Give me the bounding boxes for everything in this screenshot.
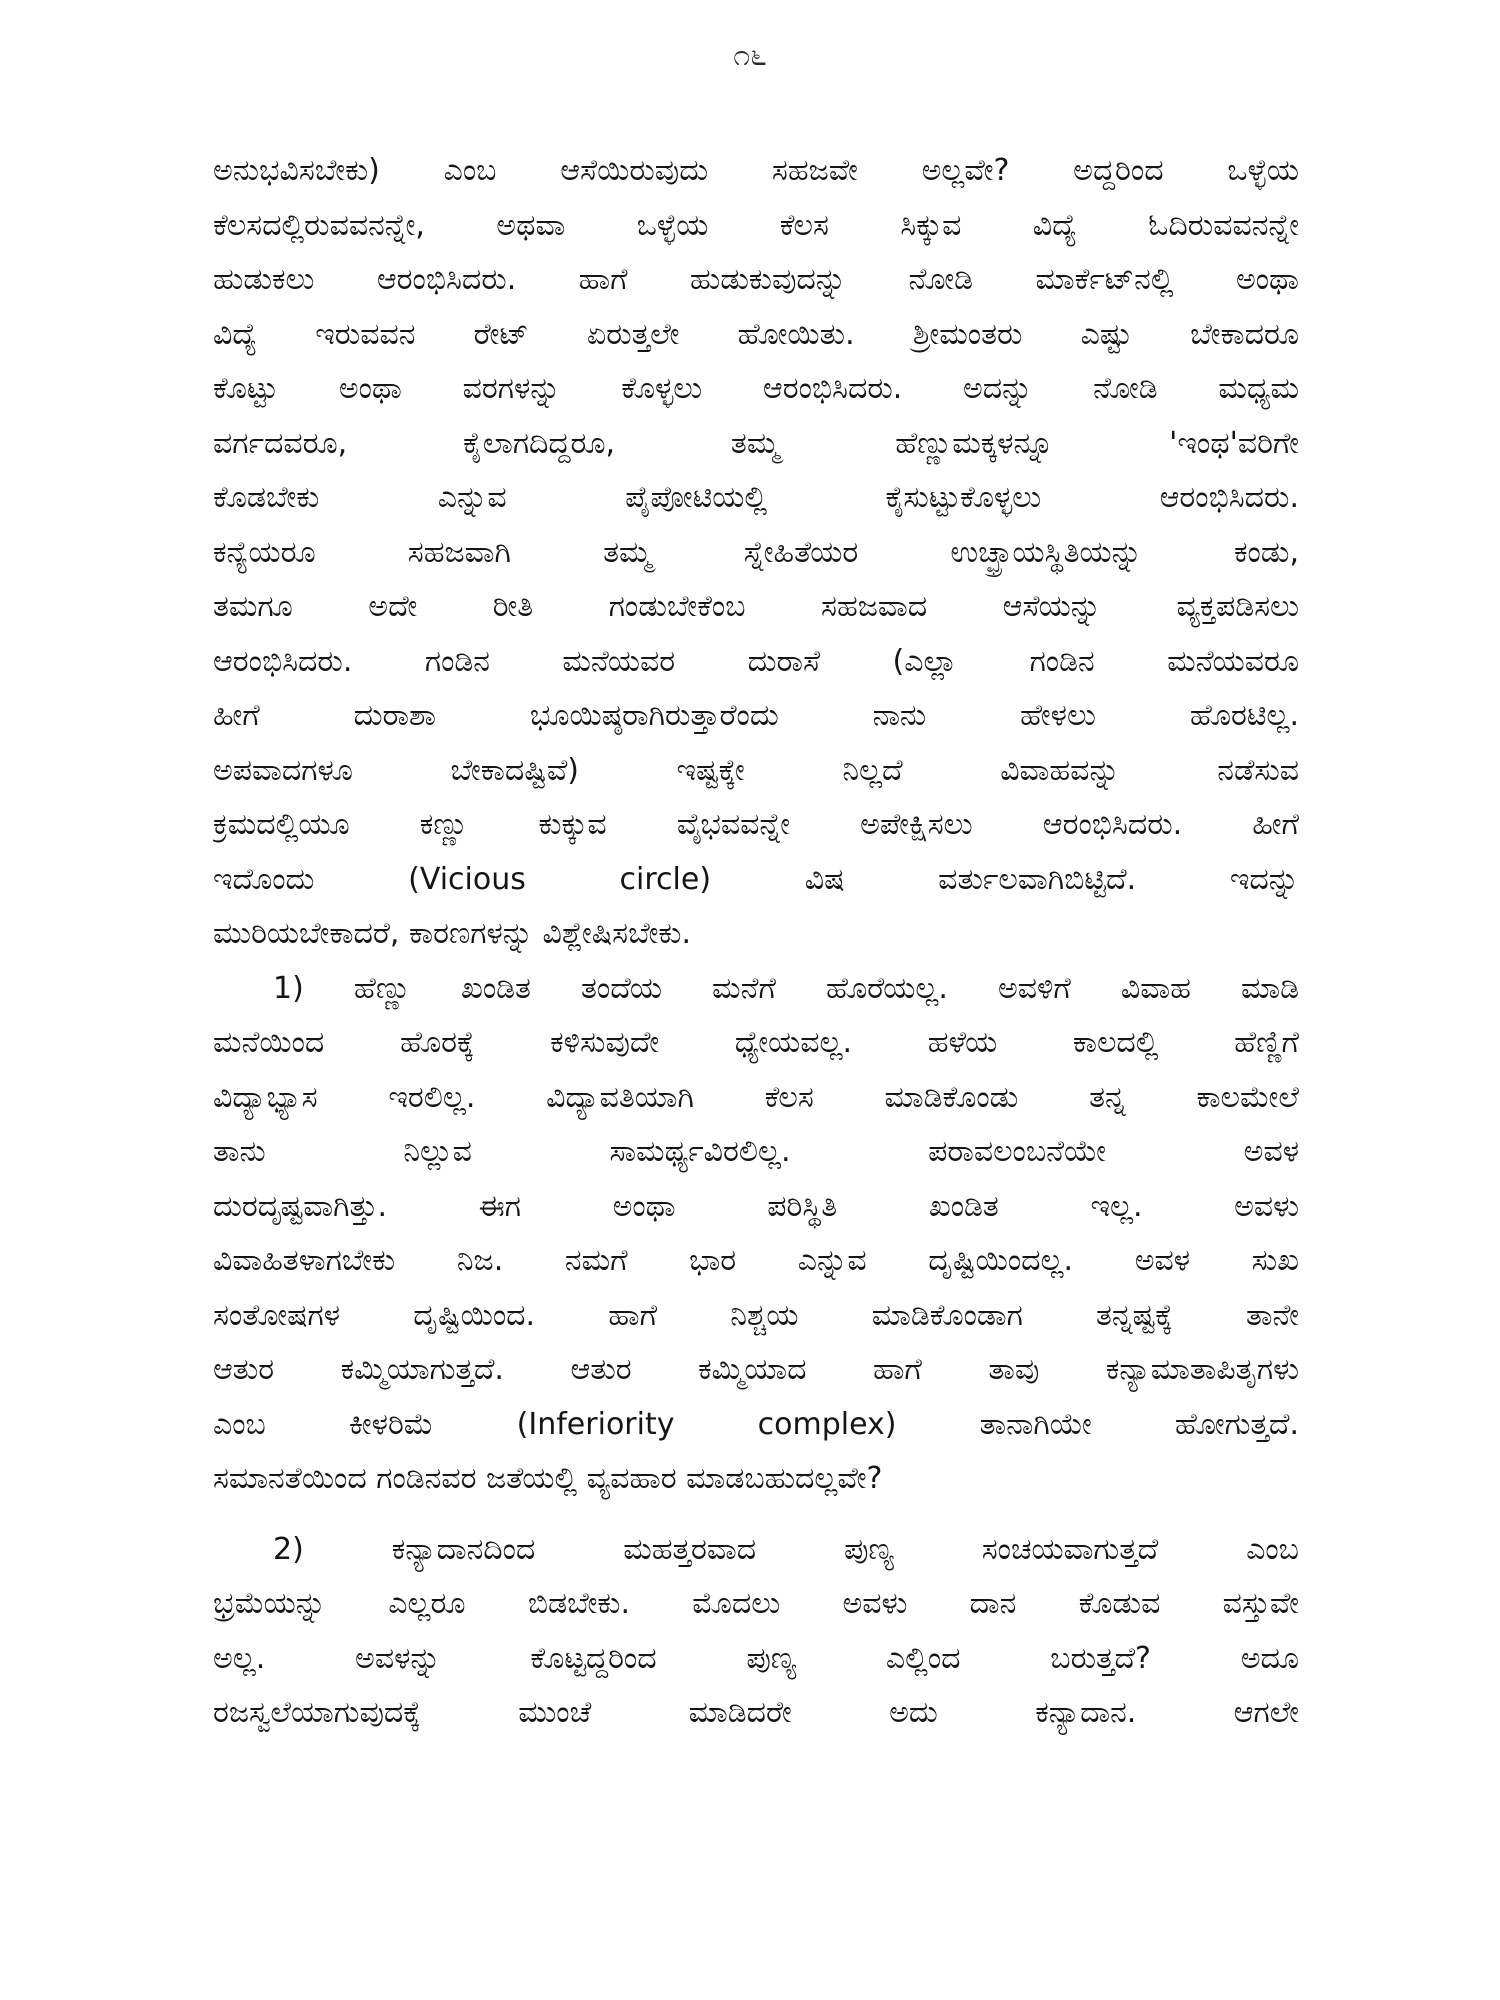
text-line: ಮನೆಯಿಂದ ಹೊರಕ್ಕೆ ಕಳಿಸುವುದೇ ಧ್ಯೇಯವಲ್ಲ. ಹಳೆಯ ಕಾಲದಲ್ಲಿ ಹೆಣ್ಣಿಗೆ	[213, 1025, 1299, 1060]
text-line: ಎಂಬ ಕೀಳರಿಮೆ (Inferiority complex) ತಾನಾಗಿಯೇ ಹೋಗುತ್ತದೆ.	[213, 1406, 1299, 1442]
text-line: ಸಮಾನತೆಯಿಂದ ಗಂಡಿನವರ ಜತೆಯಲ್ಲಿ ವ್ಯವಹಾರ ಮಾಡಬಹುದಲ್ಲವೇ?	[213, 1461, 883, 1496]
text-line: ಆರಂಭಿಸಿದರು. ಗಂಡಿನ ಮನೆಯವರ ದುರಾಸೆ (ಎಲ್ಲಾ ಗಂಡಿನ ಮನೆಯವರೂ	[213, 643, 1299, 679]
text-line: ರಜಸ್ವಲೆಯಾಗುವುದಕ್ಕೆ ಮುಂಚೆ ಮಾಡಿದರೇ ಅದು ಕನ್ಯಾದಾನ. ಆಗಲೇ	[213, 1695, 1299, 1730]
text-line: 1) ಹೆಣ್ಣು ಖಂಡಿತ ತಂದೆಯ ಮನೆಗೆ ಹೊರೆಯಲ್ಲ. ಅವಳಿಗೆ ವಿವಾಹ ಮಾಡಿ	[273, 970, 1299, 1006]
text-line: ದುರದೃಷ್ಟವಾಗಿತ್ತು. ಈಗ ಅಂಥಾ ಪರಿಸ್ಥಿತಿ ಖಂಡಿತ ಇಲ್ಲ. ಅವಳು	[213, 1188, 1299, 1224]
paragraph	[213, 1523, 1299, 1741]
text-line: ಕೆಲಸದಲ್ಲಿರುವವನನ್ನೇ, ಅಥವಾ ಒಳ್ಳೆಯ ಕೆಲಸ ಸಿಕ್ಕುವ ವಿದ್ಯೆ ಓದಿರುವವನನ್ನೇ	[213, 207, 1299, 243]
body-text	[213, 144, 1299, 1741]
paragraph	[213, 144, 1299, 962]
text-line: ಕ್ರಮದಲ್ಲಿಯೂ ಕಣ್ಣು ಕುಕ್ಕುವ ವೈಭವವನ್ನೇ ಅಪೇಕ್ಷಿಸಲು ಆರಂಭಿಸಿದರು. ಹೀಗೆ	[213, 807, 1299, 842]
text-line: ಹುಡುಕಲು ಆರಂಭಿಸಿದರು. ಹಾಗೆ ಹುಡುಕುವುದನ್ನು ನೋಡಿ ಮಾರ್ಕೆಟ್‌ನಲ್ಲಿ ಅಂಥಾ	[213, 262, 1299, 297]
text-line: ಇದೊಂದು (Vicious circle) ವಿಷ ವರ್ತುಲವಾಗಿಬಿಟ್ಟಿದೆ. ಇದನ್ನು	[213, 861, 1299, 897]
text-line: ಕೊಡಬೇಕು ಎನ್ನುವ ಪೈಪೋಟಿಯಲ್ಲಿ ಕೈಸುಟ್ಟುಕೊಳ್ಳಲು ಆರಂಭಿಸಿದರು.	[213, 480, 1299, 515]
page-number: ೧೬	[733, 38, 767, 73]
text-line: 2) ಕನ್ಯಾದಾನದಿಂದ ಮಹತ್ತರವಾದ ಪುಣ್ಯ ಸಂಚಯವಾಗುತ್ತದೆ ಎಂಬ	[273, 1531, 1299, 1567]
text-line: ತಮಗೂ ಅದೇ ರೀತಿ ಗಂಡುಬೇಕೆಂಬ ಸಹಜವಾದ ಆಸೆಯನ್ನು ವ್ಯಕ್ತಪಡಿಸಲು	[213, 589, 1299, 624]
text-line: ವಿದ್ಯೆ ಇರುವವನ ರೇಟ್ ಏರುತ್ತಲೇ ಹೋಯಿತು. ಶ್ರೀಮಂತರು ಎಷ್ಟು ಬೇಕಾದರೂ	[213, 316, 1299, 352]
text-line: ಅಲ್ಲ. ಅವಳನ್ನು ಕೊಟ್ಟದ್ದರಿಂದ ಪುಣ್ಯ ಎಲ್ಲಿಂದ ಬರುತ್ತದೆ? ಅದೂ	[213, 1640, 1299, 1676]
text-line: ಮುರಿಯಬೇಕಾದರೆ, ಕಾರಣಗಳನ್ನು ವಿಶ್ಲೇಷಿಸಬೇಕು.	[213, 916, 691, 951]
paragraph	[213, 962, 1299, 1507]
text-line: ವಿದ್ಯಾಭ್ಯಾಸ ಇರಲಿಲ್ಲ. ವಿದ್ಯಾವತಿಯಾಗಿ ಕೆಲಸ ಮಾಡಿಕೊಂಡು ತನ್ನ ಕಾಲಮೇಲೆ	[213, 1079, 1299, 1115]
text-line: ವರ್ಗದವರೂ, ಕೈಲಾಗದಿದ್ದರೂ, ತಮ್ಮ ಹೆಣ್ಣುಮಕ್ಕಳನ್ನೂ 'ಇಂಥ'ವರಿಗೇ	[213, 425, 1299, 461]
text-line: ಅನುಭವಿಸಬೇಕು) ಎಂಬ ಆಸೆಯಿರುವುದು ಸಹಜವೇ ಅಲ್ಲವೇ? ಅದ್ದರಿಂದ ಒಳ್ಳೆಯ	[213, 153, 1299, 188]
text-line: ಕೊಟ್ಟು ಅಂಥಾ ವರಗಳನ್ನು ಕೊಳ್ಳಲು ಆರಂಭಿಸಿದರು. ಅದನ್ನು ನೋಡಿ ಮಧ್ಯಮ	[213, 371, 1299, 406]
text-line: ಆತುರ ಕಮ್ಮಿಯಾಗುತ್ತದೆ. ಆತುರ ಕಮ್ಮಿಯಾದ ಹಾಗೆ ತಾವು ಕನ್ಯಾಮಾತಾಪಿತೃಗಳು	[213, 1352, 1299, 1387]
text-line: ಸಂತೋಷಗಳ ದೃಷ್ಟಿಯಿಂದ. ಹಾಗೆ ನಿಶ್ಚಯ ಮಾಡಿಕೊಂಡಾಗ ತನ್ನಷ್ಟಕ್ಕೆ ತಾನೇ	[213, 1297, 1299, 1333]
paragraph-spacer	[213, 1507, 1299, 1523]
text-line: ಕನ್ಯೆಯರೂ ಸಹಜವಾಗಿ ತಮ್ಮ ಸ್ನೇಹಿತೆಯರ ಉಚ್ಛ್ರಾಯಸ್ಥಿತಿಯನ್ನು ಕಂಡು,	[213, 534, 1299, 570]
text-line: ಭ್ರಮೆಯನ್ನು ಎಲ್ಲರೂ ಬಿಡಬೇಕು. ಮೊದಲು ಅವಳು ದಾನ ಕೊಡುವ ವಸ್ತುವೇ	[213, 1586, 1299, 1621]
text-line: ವಿವಾಹಿತಳಾಗಬೇಕು ನಿಜ. ನಮಗೆ ಭಾರ ಎನ್ನುವ ದೃಷ್ಟಿಯಿಂದಲ್ಲ. ಅವಳ ಸುಖ	[213, 1243, 1299, 1278]
text-line: ಹೀಗೆ ದುರಾಶಾ ಭೂಯಿಷ್ಠರಾಗಿರುತ್ತಾರೆಂದು ನಾನು ಹೇಳಲು ಹೊರಟಿಲ್ಲ.	[213, 698, 1299, 733]
text-line: ಅಪವಾದಗಳೂ ಬೇಕಾದಷ್ಟಿವೆ) ಇಷ್ಟಕ್ಕೇ ನಿಲ್ಲದೆ ವಿವಾಹವನ್ನು ನಡೆಸುವ	[213, 752, 1299, 788]
text-line: ತಾನು ನಿಲ್ಲುವ ಸಾಮರ್ಥ್ಯವಿರಲಿಲ್ಲ. ಪರಾವಲಂಬನೆಯೇ ಅವಳ	[213, 1134, 1299, 1169]
